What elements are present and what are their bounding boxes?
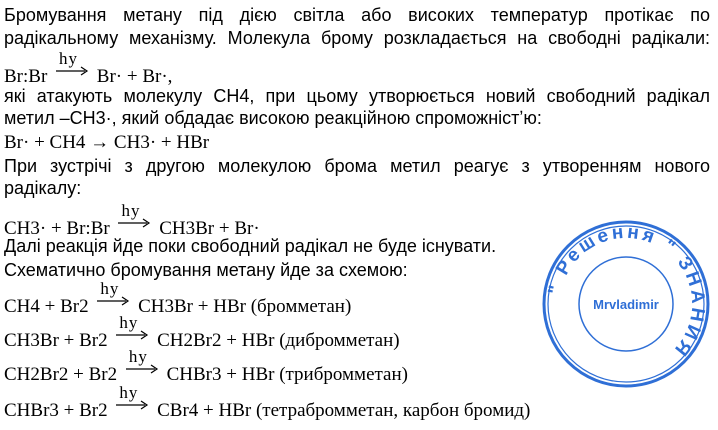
scheme-1-right: CH3Br + HBr (бромметан) [138, 296, 352, 317]
paragraph-1-line-1: Бромування метану під дією світла або високих температур протікає по [4, 5, 710, 25]
light-hv-label: hy [119, 383, 139, 402]
svg-text:Mrvladimir: Mrvladimir [593, 297, 659, 312]
scheme-3-left: CH2Br2 + Br2 [4, 364, 118, 385]
light-hv-label: hy [128, 347, 148, 366]
paragraph-2-line-2: метил –CH3·, який обдадає високою реакційною спроможністʼю: [4, 108, 542, 128]
paragraph-3-line-2: радікалу: [4, 178, 82, 198]
light-hv-label: hy [121, 201, 141, 220]
scheme-equation-4 [4, 383, 531, 422]
scheme-equation-3 [4, 347, 408, 386]
scheme-4-right: CBr4 + HBr (тетрабромметан, карбон бромид) [157, 400, 531, 421]
light-hv-label: hy [119, 313, 139, 332]
reaction-arrow-icon [96, 279, 130, 312]
paragraph-1-line-2: радікальному механізму. Молекула брому розкладається на свободні радікали: [4, 28, 710, 48]
paragraph-5: Схематично бромування метану йде за схемою: [4, 260, 408, 280]
paragraph-2-line-1: які атакують молекулу CH4, при цьому утворюється новий свободний радікал [4, 86, 710, 106]
equation-1-right: Br· + Br·, [96, 66, 173, 87]
equation-1-left: Br:Br [4, 66, 48, 87]
equation-1 [4, 49, 173, 88]
reaction-arrow-icon [55, 49, 89, 82]
reaction-arrow-icon [125, 347, 159, 380]
paragraph-3-line-1: При зустрічі з другою молекулою брома метил реагує з утворенням нового [4, 156, 710, 176]
stamp-seal-icon [540, 218, 712, 390]
equation-2: Br· + CH4 → CH3· + HBr [4, 132, 210, 153]
reaction-arrow-icon [115, 383, 149, 416]
reaction-arrow-icon [115, 313, 149, 346]
light-hv-label: hy [100, 279, 120, 298]
light-hv-label: hy [59, 49, 79, 68]
scheme-3-right: CHBr3 + HBr (трибромметан) [166, 364, 408, 385]
equation-3-left: CH3· + Br:Br [4, 218, 110, 239]
scheme-4-left: CHBr3 + Br2 [4, 400, 108, 421]
scheme-1-left: CH4 + Br2 [4, 296, 89, 317]
scheme-equation-1 [4, 279, 352, 318]
reaction-arrow-icon [117, 201, 151, 234]
equation-3-right: CH3Br + Br· [159, 218, 260, 239]
paragraph-4: Далі реакція йде поки свободний радікал не буде існувати. [4, 236, 497, 256]
scheme-2-left: CH3Br + Br2 [4, 330, 108, 351]
scheme-equation-2 [4, 313, 400, 352]
scheme-2-right: CH2Br2 + HBr (дибромметан) [157, 330, 400, 351]
svg-text:" Решення " ЗНАНИЯ: " Решення " ЗНАНИЯ [544, 221, 709, 362]
